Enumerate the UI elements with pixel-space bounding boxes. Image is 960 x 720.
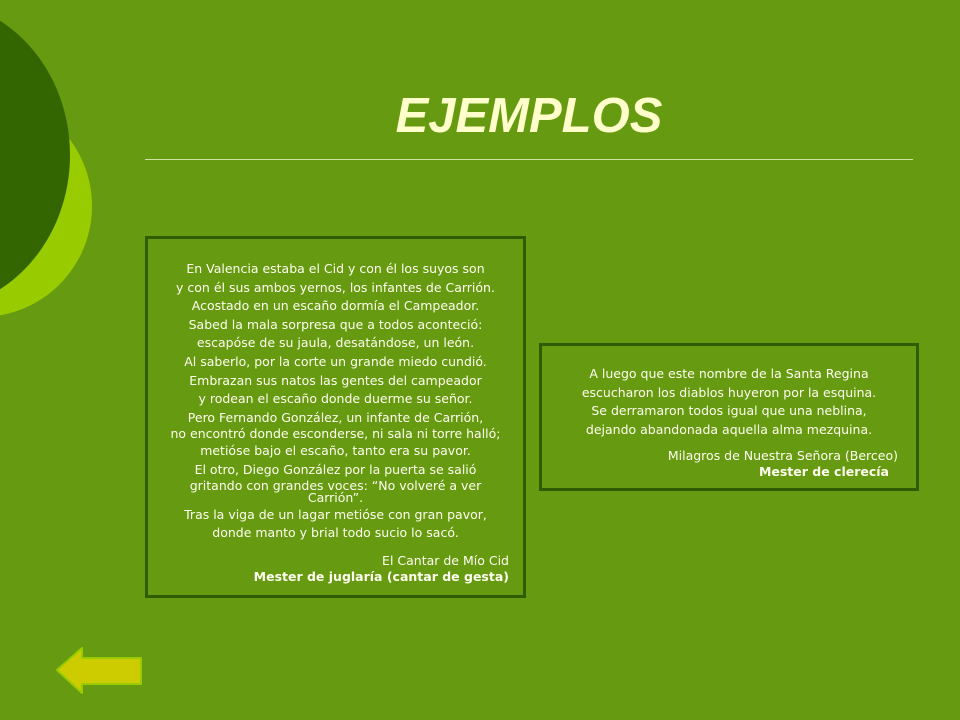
verse-line: donde manto y brial todo sucio lo sacó.	[212, 525, 459, 541]
back-arrow-icon	[55, 646, 145, 696]
verse-line: En Valencia estaba el Cid y con él los suyos son	[186, 261, 485, 276]
verse-line: A luego que este nombre de la Santa Regina	[589, 366, 869, 381]
verse-line: dejando abandonada aquella alma mezquina.	[585, 421, 873, 437]
berceo-excerpt-box	[539, 343, 919, 491]
back-button[interactable]	[55, 646, 145, 696]
verse-line: no encontró donde esconderse, ni sala ni torre halló;	[170, 426, 501, 442]
verse-line: Se derramaron todos igual que una neblina,	[591, 403, 867, 419]
verse-line: y con él sus ambos yernos, los infantes de Carrión.	[176, 279, 495, 295]
verse-line: Pero Fernando González, un infante de Carrión,	[187, 409, 484, 425]
verse-line: Al saberlo, por la corte un grande miedo cundió.	[184, 353, 487, 369]
genre-label: Mester de juglaría (cantar de gesta)	[253, 569, 509, 585]
title-divider	[145, 159, 913, 160]
source-title: Milagros de Nuestra Señora (Berceo)	[667, 447, 898, 463]
cid-excerpt-box	[145, 236, 526, 598]
source-title: El Cantar de Mío Cid	[382, 553, 509, 569]
slide-title: EJEMPLOS	[395, 89, 663, 143]
genre-label: Mester de clerecía	[758, 463, 889, 479]
verse-line: El otro, Diego González por la puerta se salió	[194, 461, 477, 477]
verse-line: Acostado en un escaño dormía el Campeador.	[191, 298, 480, 314]
verse-line: gritando con grandes voces: “No volveré a ver Carrión”.	[189, 478, 482, 506]
verse-line: escapóse de su jaula, desatándose, un león.	[196, 335, 475, 351]
verse-line: Tras la viga de un lagar metióse con gran pavor,	[184, 506, 487, 522]
verse-line: Embrazan sus natos las gentes del campeador	[189, 372, 482, 388]
verse-line: Sabed la mala sorpresa que a todos aconteció:	[188, 316, 483, 332]
verse-line: metióse bajo el escaño, tanto era su pavor.	[200, 442, 471, 458]
verse-line: y rodean el escaño donde duerme su señor.	[198, 391, 473, 407]
verse-line: escucharon los diablos huyeron por la esquina.	[581, 384, 877, 400]
